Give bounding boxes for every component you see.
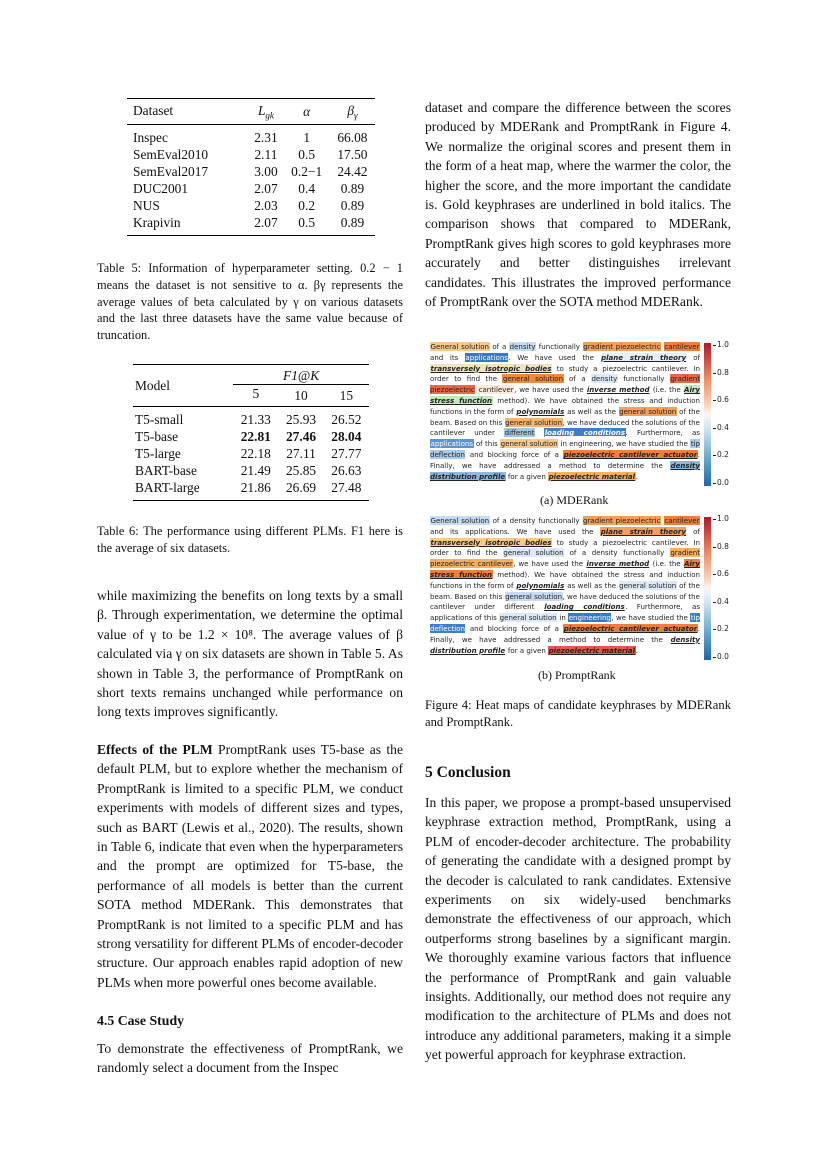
table5-cell: 0.2−1 [291, 164, 323, 179]
table6-cell: T5-base [135, 429, 179, 444]
heat-token: gradient piezoelectric [430, 374, 700, 395]
table5-header-alpha: α [303, 103, 311, 119]
table5-cell: NUS [133, 198, 160, 213]
table6-cell: 27.46 [285, 429, 317, 444]
table5-cell: SemEval2017 [133, 164, 209, 179]
table6-cell: 27.48 [331, 480, 362, 495]
table6-row [133, 407, 369, 429]
table5-caption: Table 5: Information of hyperparameter setting. 0.2 − 1 means the dataset is not sensitive to α. βγ represents the average values of beta calculated by γ on various datasets and the last three datasets have the same value because of truncation. [97, 261, 403, 343]
colorbar-tick-label: 0.4 [717, 596, 729, 606]
table6-cell: 22.81 [240, 429, 271, 444]
heat-token: plane strain theory [600, 526, 686, 536]
table5-cell: 0.2 [298, 198, 316, 213]
colorbar-a [704, 343, 711, 486]
table6-k10: 10 [294, 387, 308, 403]
colorbar-tick-label: 0.2 [717, 624, 729, 634]
table5-cell: 0.5 [298, 147, 316, 162]
right-paragraph-1: dataset and compare the difference between the scores produced by MDERank and PromptRank in Figure 4. We normalize the original scores and present them in the form of a heat map, where the warmer the color, the higher the score, and the more important the candidate is. Gold keyphrases are underlined in bold italics. The comparison shows that compared to MDERank, PromptRank gives high scores to gold keyphrases more accurately and better distinguishes irrelevant candidates. This illustrates the improved performance of PromptRank over the SOTA method MDERank. [425, 100, 731, 310]
heat-token: general solution [503, 548, 564, 558]
heat-token: piezoelectric cantilever actuator [563, 449, 698, 459]
table6-cell: 21.49 [240, 463, 271, 478]
heat-token: cantilever [664, 516, 700, 525]
table5-cell: DUC2001 [133, 181, 189, 196]
table6-cell: 21.33 [240, 412, 271, 427]
table6-body [133, 407, 369, 501]
heat-token: Airy stress function [430, 559, 701, 579]
colorbar-tick-label: 0.8 [717, 367, 729, 377]
heatmap-mderank: General solution of a density functionally gradient piezoelectric cantilever and its applications. We have used the plane strain theory of transversely isotropic bodies to study a piezoelectric cantilever. In order to find the general solution of a density functionally gradient piezoelectric cantilever, we have used the inverse method (i.e. the Airy stress function method). We have obtained the stress and induction functions in the form of polynomials as well as the general solution of the beam. Based on this general solution, we have deduced the solutions of the cantilever under different loading conditions. Furthermore, as applications of this general solution in engineering, we have studied the tip deflection and blocking force of a piezoelectric cantilever actuator. Finally, we have addressed a method to determine the density distribution profile for a given piezoelectric material. [430, 342, 701, 481]
table6-k15: 15 [339, 387, 354, 403]
table5-row [127, 146, 375, 163]
table5-row [127, 197, 375, 214]
section-5-title: 5 Conclusion [425, 764, 511, 781]
heat-token: transversely isotropic bodies [430, 537, 552, 547]
table6-cell: T5-large [135, 446, 181, 461]
table6-cell: 28.04 [331, 429, 362, 444]
table6 [133, 364, 369, 501]
table5 [127, 98, 375, 236]
heat-token: plane strain theory [601, 352, 687, 362]
section-4-5-title: 4.5 Case Study [97, 1013, 185, 1028]
heat-token: piezoelectric material [548, 471, 636, 481]
heat-token: general solution [619, 406, 677, 416]
table5-cell: 2.07 [254, 215, 278, 230]
table6-row [133, 479, 369, 501]
table5-row [127, 163, 375, 180]
heat-token: density [509, 342, 536, 351]
heat-token: polynomials [516, 406, 565, 416]
table6-k5: 5 [252, 386, 260, 401]
heat-token: engineering [568, 613, 611, 623]
colorbar-tick-label: 0.0 [717, 652, 729, 661]
colorbar-tick-label: 0.0 [717, 478, 729, 487]
colorbar-tick-label: 0.2 [717, 450, 729, 460]
table6-header-row1 [133, 365, 369, 385]
table5-header [127, 99, 375, 125]
table5-cell: Krapivin [133, 215, 181, 230]
heat-token: density distribution profile [430, 634, 700, 655]
heat-token: applications [465, 352, 508, 362]
table5-cell: 0.4 [298, 181, 316, 196]
table6-cell: 27.11 [286, 446, 316, 461]
table6-cell: 26.69 [285, 480, 317, 495]
heat-token: general solution [505, 591, 563, 601]
heat-token: gradient piezoelectric cantilever [430, 548, 700, 569]
table5-cell: 2.11 [254, 147, 278, 162]
table6-cell: 25.85 [285, 463, 317, 478]
effects-plm-text: PromptRank uses T5-base as the default PLM, but to explore whether the mechanism of PromptRank is limited to a specific PLM, we conduct experiments with models of different sizes and types, such as BART (Lewis et al., 2020). The results, shown in Table 6, indicate that even when the hyperparameters and the prompt are optimized for T5-base, the performance of all models is better than the current SOTA method MDERank. This demonstrates that PromptRank is not limited to a specific PLM and has strong versatility for different PLMs of encoder-decoder structure. Our approach enables rapid adoption of new PLMs when more powerful ones become available. [97, 742, 403, 990]
heat-token: Airy stress function [430, 385, 700, 405]
table6-header-model: Model [133, 365, 233, 407]
heat-token: applications [430, 439, 474, 449]
left-paragraph-3: To demonstrate the effectiveness of PromptRank, we randomly select a document from the Inspec [97, 1041, 403, 1076]
table5-row [127, 214, 375, 236]
table6-caption: Table 6: The performance using different PLMs. F1 here is the average of six datasets. [97, 524, 403, 555]
table5-cell: 2.07 [254, 181, 278, 196]
heatmap-promptrank: General solution of a density functionally gradient piezoelectric cantilever and its applications. We have used the plane strain theory of transversely isotropic bodies to study a piezoelectric cantilever. In order to find the general solution of a density functionally gradient piezoelectric cantilever, we have used the inverse method (i.e. the Airy stress function method). We have obtained the stress and induction functions in the form of polynomials as well as the general solution of the beam. Based on this general solution, we have deduced the solutions of the cantilever under different loading conditions. Furthermore, as applications of this general solution in engineering, we have studied the tip deflection and blocking force of a piezoelectric cantilever actuator. Finally, we have addressed a method to determine the density distribution profile for a given piezoelectric material. [430, 516, 701, 655]
colorbar-tick-label: 0.6 [717, 569, 729, 579]
heat-token: transversely isotropic bodies [430, 363, 552, 373]
heat-token: general solution [505, 417, 563, 427]
table5-row [127, 180, 375, 197]
heat-token: inverse method [586, 385, 650, 395]
colorbar-b [704, 517, 711, 660]
heat-token: tip deflection [430, 613, 700, 633]
heat-token: general solution [619, 580, 677, 590]
conclusion-paragraph: In this paper, we propose a prompt-based unsupervised keyphrase extraction method, PromptRank, using a PLM of encoder-decoder architecture. The probability of generating the candidate with a designed prompt by the decoder is calculated to rank candidates. Extensive experiments on six widely-used benchmarks demonstrate the effectiveness of our approach, which outperforms strong baselines by a significant margin. We thoroughly examine various factors that influence the performance of PromptRank and gain valuable insights. Additionally, our method does not require any modification to the architecture of PLMs and does not introduce any additional parameters, making it a simple yet powerful approach for keyphrase extraction. [425, 795, 731, 1063]
table5-header-lgk: $L_{gk}$ [257, 102, 274, 121]
left-paragraph-1: while maximizing the benefits on long texts by a small β. Through experimentation, we determine the optimal value of γ to be 1.2 × 10⁸. The average values of β calculated via γ on six datasets are shown in Table 5. As shown in Table 3, the performance of PromptRank on short texts remains unchanged while performance on long texts improves significantly. [97, 588, 403, 720]
colorbar-tick-label: 1.0 [717, 514, 729, 523]
left-paragraph-2 [97, 740, 403, 992]
table6-cell: 27.77 [331, 446, 362, 461]
table6-cell: 21.86 [240, 480, 271, 495]
heat-token: different [504, 428, 535, 438]
heat-token: loading conditions [544, 428, 626, 438]
heat-token: density distribution profile [430, 460, 700, 481]
heat-token: General solution [430, 342, 490, 351]
table5-cell: 66.08 [337, 130, 368, 145]
table6-cell: BART-large [135, 480, 200, 495]
table5-cell: 0.89 [340, 198, 365, 213]
heat-token: general solution [502, 374, 564, 384]
table5-header-beta: $\beta_\gamma$ [347, 102, 358, 121]
subfigure-b-label: (b) PromptRank [538, 668, 616, 682]
heat-token: general solution [500, 439, 558, 449]
heat-token: general solution [499, 613, 557, 623]
table6-row [133, 445, 369, 462]
table5-row [127, 125, 375, 147]
table5-cell: 17.50 [337, 147, 368, 162]
table6-cell: 25.93 [285, 412, 317, 427]
heat-token: density [591, 374, 618, 384]
colorbar-tick-label: 0.6 [717, 395, 729, 405]
table6-header-f1k: F1@K [233, 365, 369, 385]
table6-cell: BART-base [135, 463, 197, 478]
table5-cell: SemEval2010 [133, 147, 209, 162]
heat-token: piezoelectric material [548, 645, 636, 655]
table6-row [133, 462, 369, 479]
table5-cell: 2.31 [254, 130, 278, 145]
table5-cell: 0.89 [340, 181, 365, 196]
table6-cell: 26.52 [331, 412, 362, 427]
table6-row [133, 428, 369, 445]
heat-token: loading conditions [544, 602, 625, 612]
heat-token: piezoelectric cantilever actuator [563, 623, 698, 633]
table5-cell: 24.42 [337, 164, 368, 179]
subfigure-a-label: (a) MDERank [540, 493, 609, 507]
heat-token: cantilever [478, 385, 514, 395]
heat-token: polynomials [516, 580, 565, 590]
table5-cell: Inspec [133, 130, 168, 145]
table6-cell: 26.63 [331, 463, 362, 478]
table6-cell: T5-small [135, 412, 184, 427]
table5-cell: 1 [303, 130, 311, 145]
colorbar-tick-label: 0.4 [717, 422, 729, 432]
table6-cell: 22.18 [240, 446, 271, 461]
colorbar-tick-label: 0.8 [717, 541, 729, 551]
table5-cell: 0.89 [340, 215, 365, 230]
heat-token: gradient piezoelectric [583, 342, 661, 351]
colorbar-tick-label: 1.0 [717, 340, 729, 349]
heat-token: cantilever [664, 342, 700, 351]
table5-cell: 3.00 [254, 164, 278, 179]
heat-token: General solution [430, 516, 490, 525]
heat-token: inverse method [586, 559, 650, 569]
heat-token: gradient piezoelectric [583, 516, 661, 525]
table5-header-dataset: Dataset [133, 103, 174, 118]
figure4-caption: Figure 4: Heat maps of candidate keyphrases by MDERank and PromptRank. [425, 698, 731, 729]
effects-plm-heading: Effects of the PLM [97, 742, 213, 757]
table5-cell: 2.03 [254, 198, 278, 213]
table5-body [127, 125, 375, 236]
heat-token: tip deflection [430, 439, 701, 459]
table5-cell: 0.5 [298, 215, 316, 230]
